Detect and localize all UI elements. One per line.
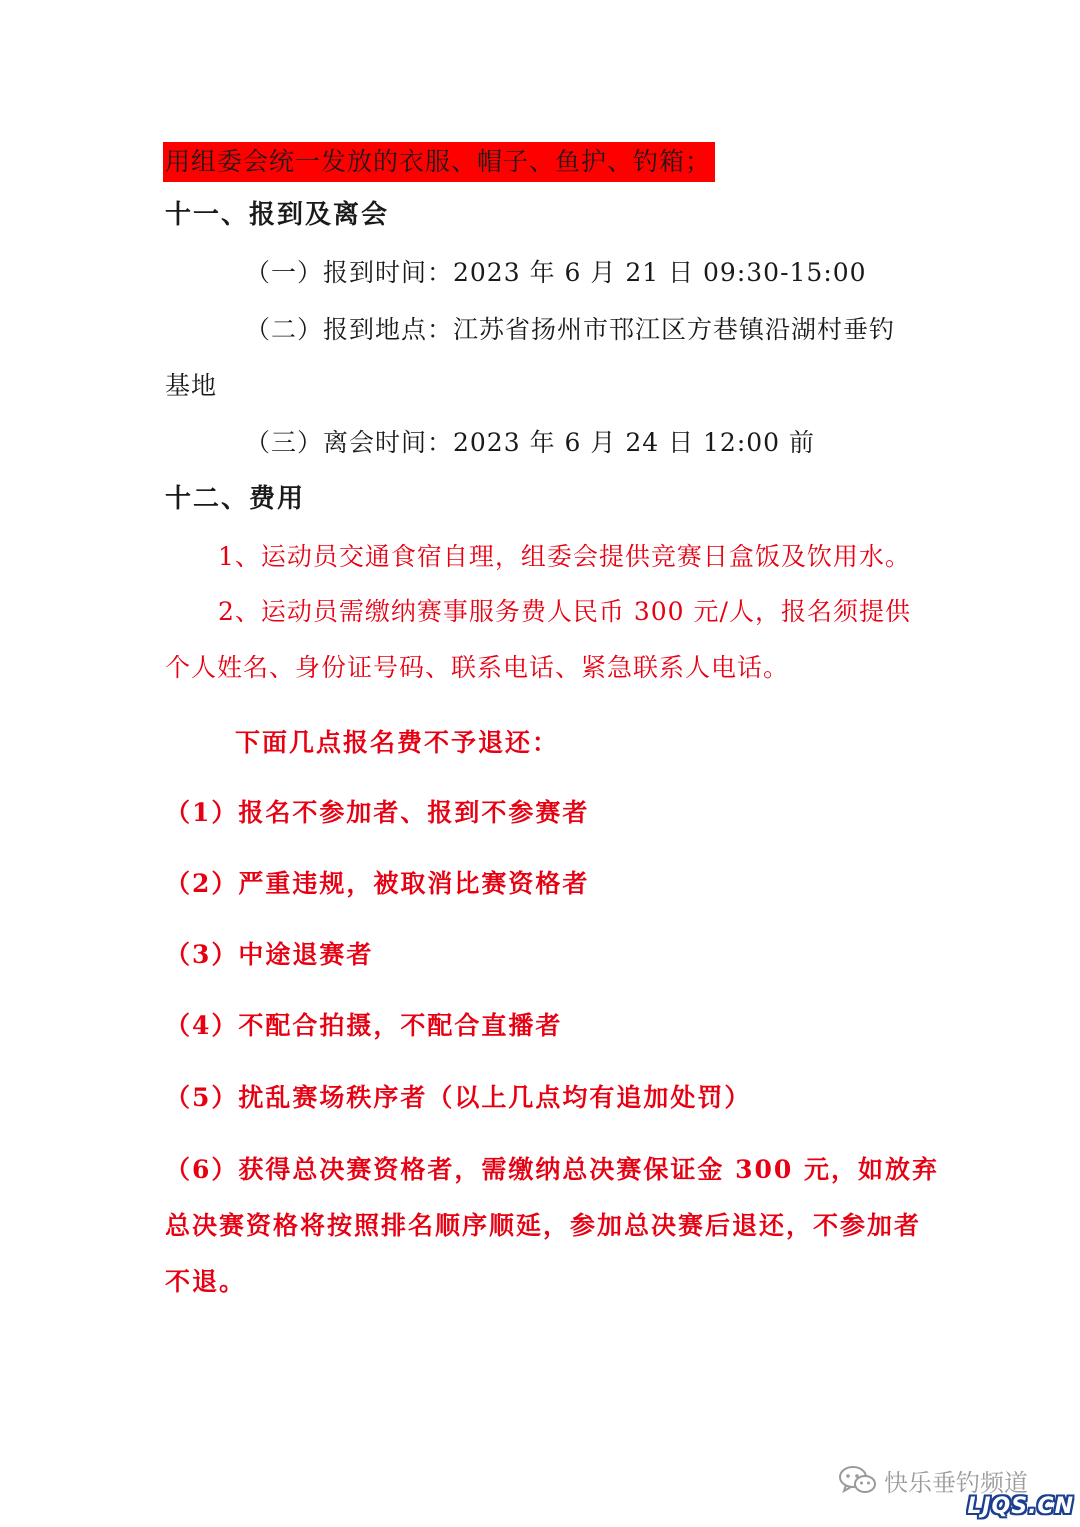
section-11-title: 十一、报到及离会 [165,200,390,230]
fee-paragraph-2: 2、运动员需缴纳赛事服务费人民币 300 元/人，报名须提供 [218,597,911,626]
site-logo: LJQS.CN [967,1494,1074,1519]
channel-watermark [838,1462,1028,1498]
departure-time: （三）离会时间：2023 年 6 月 24 日 12:00 前 [245,428,816,457]
refund-rule-5: （5）扰乱赛场秩序者（以上几点均有追加处罚） [165,1083,752,1112]
wechat-icon [838,1464,878,1496]
refund-rule-2: （2）严重违规，被取消比赛资格者 [165,869,590,898]
section-12-title: 十二、费用 [165,484,306,514]
refund-rule-3: （3）中途退赛者 [165,940,374,969]
refund-rule-1: （1）报名不参加者、报到不参赛者 [165,798,590,827]
checkin-location: （二）报到地点：江苏省扬州市邗江区方巷镇沿湖村垂钓 [245,315,896,344]
refund-rule-4: （4）不配合拍摄，不配合直播者 [165,1011,563,1040]
refund-rule-6-cont: 总决赛资格将按照排名顺序顺延，参加总决赛后退还，不参加者 [165,1211,922,1240]
refund-rule-6: （6）获得总决赛资格者，需缴纳总决赛保证金 300 元，如放弃 [165,1155,939,1184]
refund-title: 下面几点报名费不予退还： [235,728,560,757]
checkin-location-cont: 基地 [165,371,218,400]
checkin-time: （一）报到时间：2023 年 6 月 21 日 09:30-15:00 [245,258,867,287]
refund-rule-6-end: 不退。 [165,1267,247,1296]
fee-paragraph-2-cont: 个人姓名、身份证号码、联系电话、紧急联系人电话。 [165,653,790,682]
watermark-text: 快乐垂钓频道 [884,1468,1028,1497]
highlighted-equipment-rule: 用组委会统一发放的衣服、帽子、鱼护、钓箱； [163,142,715,182]
fee-paragraph-1: 1、运动员交通食宿自理，组委会提供竞赛日盒饭及饮用水。 [218,542,911,571]
